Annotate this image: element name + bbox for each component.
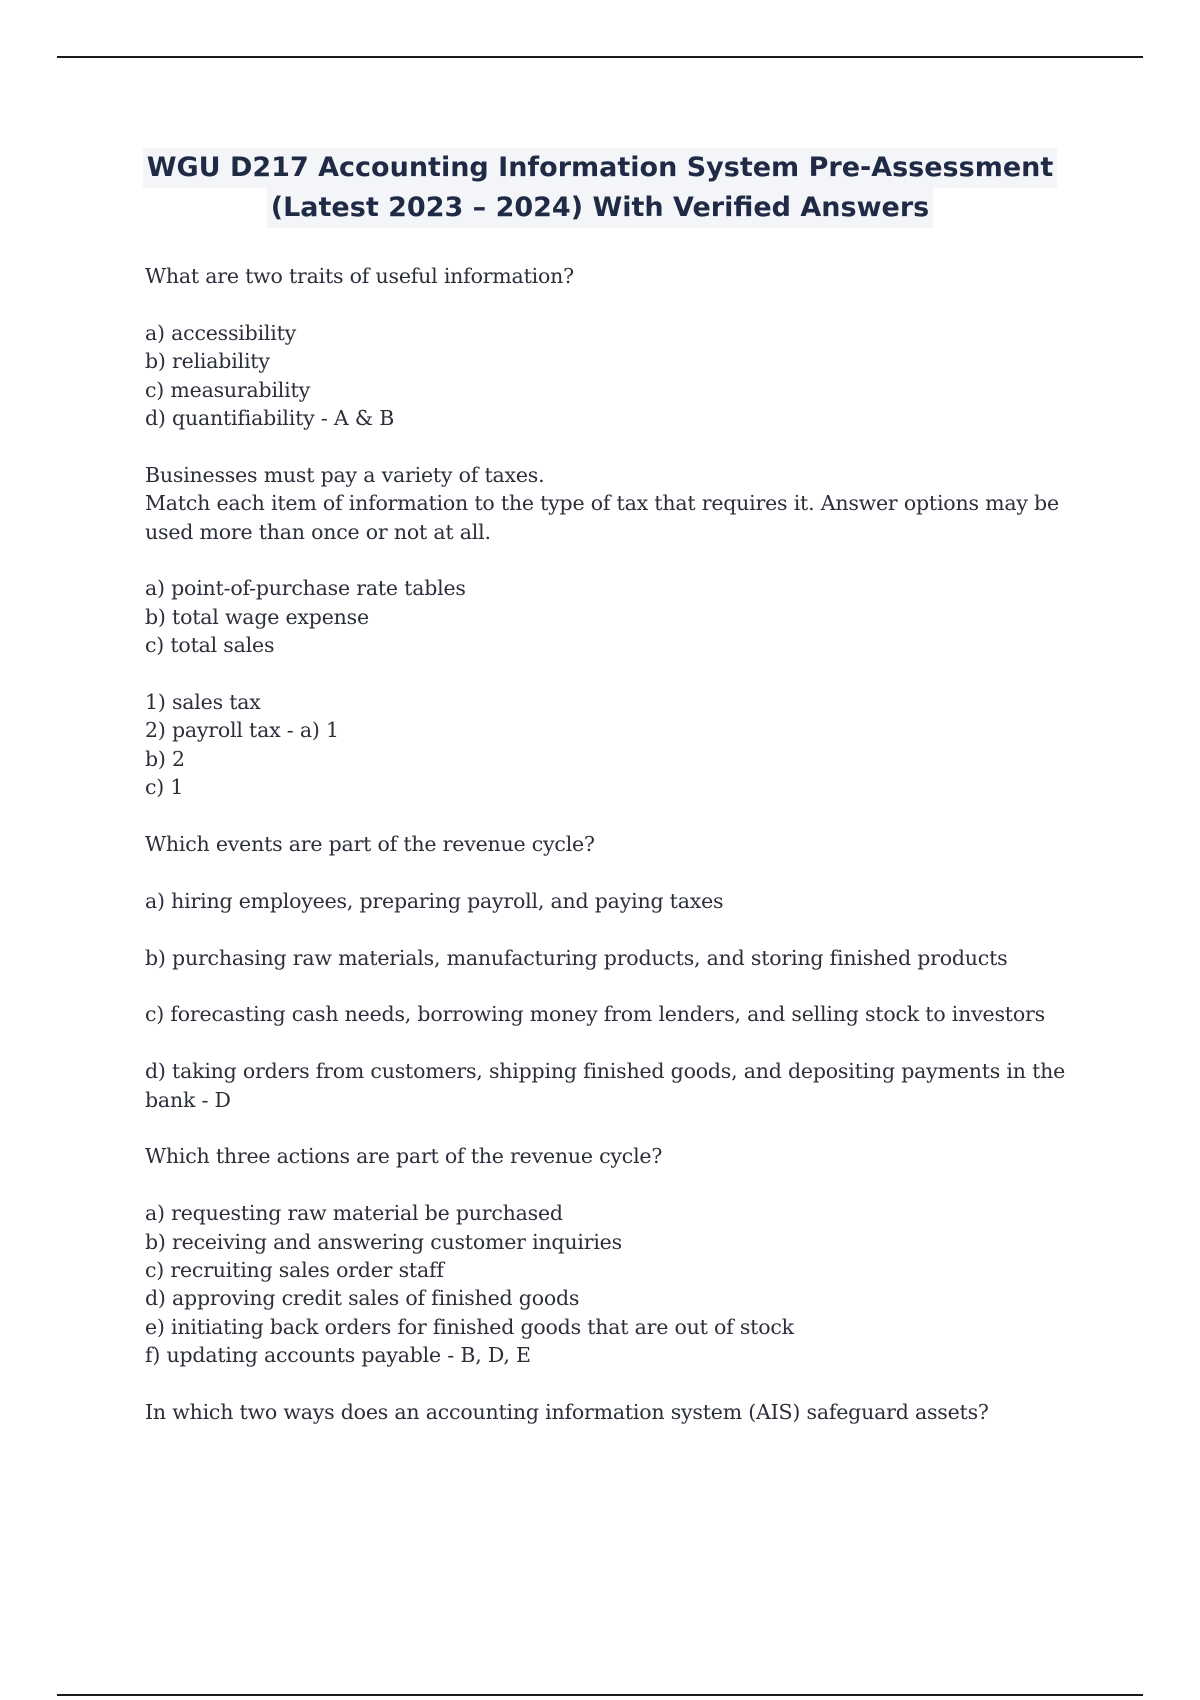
answer-option: b) total wage expense: [145, 604, 369, 629]
answer-option: f) updating accounts payable - B, D, E: [145, 1343, 531, 1368]
answer-option: d) approving credit sales of finished goods: [145, 1286, 580, 1311]
answer-option: c) forecasting cash needs, borrowing money from lenders, and selling stock to investors: [145, 1002, 1045, 1027]
question-prompt: In which two ways does an accounting information system (AIS) safeguard assets?: [145, 1400, 989, 1425]
answer-option: c) total sales: [145, 633, 275, 658]
question-5: [145, 1398, 1075, 1426]
answer-option: b) purchasing raw materials, manufacturing products, and storing finished products: [145, 945, 1008, 970]
question-prompt: Which events are part of the revenue cycle?: [145, 832, 595, 857]
question-prompt: Businesses must pay a variety of taxes.: [145, 462, 545, 487]
answer-option: c) recruiting sales order staff: [145, 1258, 444, 1283]
bottom-rule: [57, 1694, 1143, 1696]
answer-option: bank - D: [145, 1087, 231, 1112]
question-2: [145, 461, 1075, 802]
answer-option: a) point-of-purchase rate tables: [145, 576, 466, 601]
document-body: [145, 262, 1075, 1426]
title-line-2: (Latest 2023 – 2024) With Verified Answers: [267, 188, 933, 228]
document-title: [100, 148, 1100, 228]
question-4: [145, 1142, 1075, 1369]
answer-option: b) reliability: [145, 349, 270, 374]
question-3: [145, 830, 1075, 1114]
answer-option: b) receiving and answering customer inquiries: [145, 1229, 622, 1254]
question-prompt: used more than once or not at all.: [145, 519, 491, 544]
question-prompt: Match each item of information to the type of tax that requires it. Answer options may be: [145, 491, 1059, 516]
answer-option: e) initiating back orders for finished goods that are out of stock: [145, 1314, 794, 1339]
answer-option: a) requesting raw material be purchased: [145, 1201, 563, 1226]
answer-option: c) measurability: [145, 377, 310, 402]
question-prompt: What are two traits of useful information?: [145, 264, 574, 288]
answer-option: d) taking orders from customers, shipping finished goods, and depositing payments in the: [145, 1059, 1066, 1084]
answer-option: a) accessibility: [145, 320, 297, 345]
match-item: b) 2: [145, 746, 185, 771]
top-rule: [57, 56, 1143, 58]
title-line-1: WGU D217 Accounting Information System Pre-Assessment: [143, 148, 1058, 188]
match-item: 2) payroll tax - a) 1: [145, 718, 339, 743]
answer-option: a) hiring employees, preparing payroll, and paying taxes: [145, 888, 724, 913]
answer-option: d) quantifiability - A & B: [145, 406, 395, 431]
question-1: [145, 262, 1075, 432]
question-prompt: Which three actions are part of the revenue cycle?: [145, 1144, 663, 1169]
match-item: c) 1: [145, 775, 184, 800]
match-item: 1) sales tax: [145, 690, 261, 715]
